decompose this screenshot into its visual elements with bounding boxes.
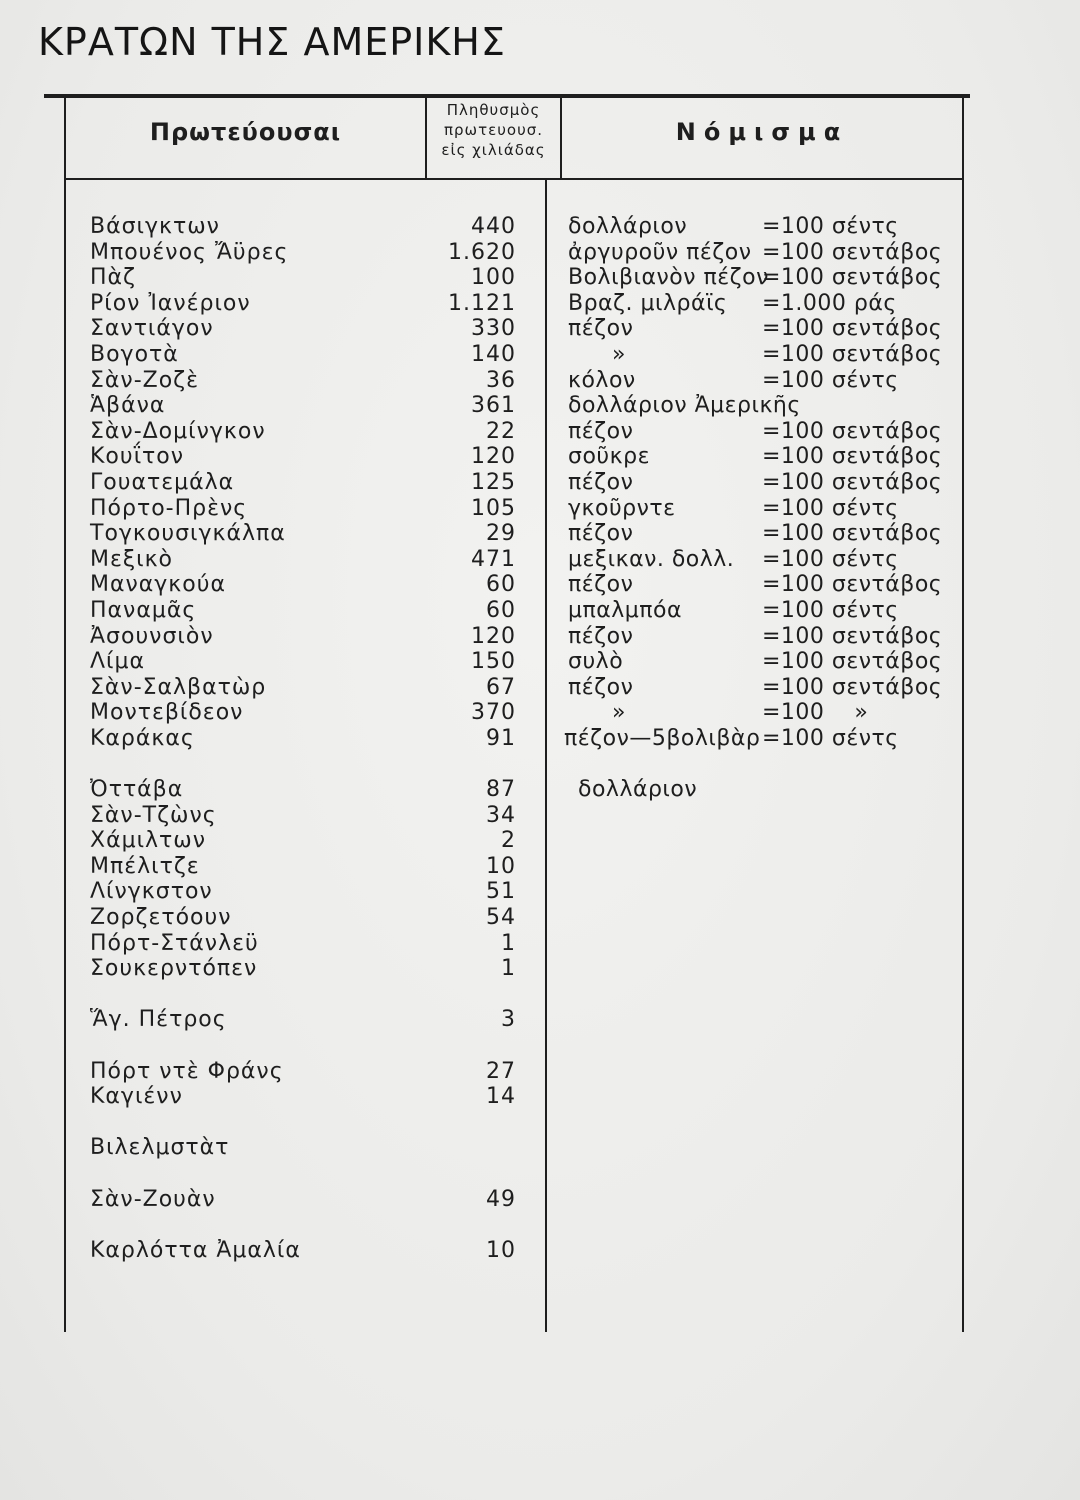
table-row — [0, 265, 1080, 291]
capital-cell: Μεξικὸ — [90, 546, 174, 572]
population-cell: 27 — [486, 1058, 516, 1084]
table-row — [0, 1059, 1080, 1085]
table-row — [0, 496, 1080, 522]
capital-cell: Μαναγκούα — [90, 572, 226, 598]
table-row — [0, 1084, 1080, 1110]
population-cell: 361 — [471, 393, 516, 419]
table-row — [0, 700, 1080, 726]
population-cell: 34 — [486, 802, 516, 828]
capital-cell: Γουατεμάλα — [90, 469, 235, 495]
table-row — [0, 444, 1080, 470]
capital-cell: Πόρτ ντὲ Φράνς — [90, 1058, 284, 1084]
table-row — [0, 291, 1080, 317]
currency-cell: μεξικαν. δολλ. — [568, 546, 735, 572]
currency-cell: πέζον—5βολιβὰρ — [564, 725, 761, 751]
population-cell: 140 — [471, 341, 516, 367]
table-row — [0, 470, 1080, 496]
population-cell: 120 — [471, 444, 516, 470]
table-row — [0, 1238, 1080, 1264]
page-title: ΚΡΑΤΩΝ ΤΗΣ ΑΜΕΡΙΚΗΣ — [38, 20, 506, 64]
currency-value-cell: =100 σεντάβος — [762, 521, 943, 547]
population-cell: 1 — [501, 930, 516, 956]
currency-cell: πέζον — [568, 469, 634, 495]
population-cell: 150 — [471, 649, 516, 675]
population-cell: 29 — [486, 521, 516, 547]
table-row — [0, 726, 1080, 752]
table-row — [0, 624, 1080, 650]
table-row — [0, 521, 1080, 547]
row-gap — [0, 751, 1080, 777]
capital-cell: Σὰν-Τζὼνς — [90, 802, 217, 828]
table-row — [0, 803, 1080, 829]
capital-cell: Ὀττάβα — [90, 777, 184, 803]
population-cell: 1.121 — [448, 290, 516, 316]
capital-cell: Τογκουσιγκάλπα — [90, 521, 286, 547]
table-row — [0, 240, 1080, 266]
population-cell: 3 — [501, 1007, 516, 1033]
currency-value-cell: =100 σεντάβος — [762, 239, 943, 265]
table-row — [0, 854, 1080, 880]
table-top-rule — [44, 94, 970, 98]
table-row — [0, 316, 1080, 342]
table-row — [0, 1187, 1080, 1213]
currency-cell: πέζον — [568, 674, 634, 700]
capital-cell: Σὰν-Δομίνγκον — [90, 418, 266, 444]
table-row — [0, 342, 1080, 368]
table-row — [0, 1007, 1080, 1033]
population-cell: 91 — [486, 725, 516, 751]
currency-cell: Βολιβιανὸν πέζον — [568, 265, 769, 291]
header-population-line: πρωτευουσ. — [443, 121, 544, 139]
row-gap — [0, 1161, 1080, 1187]
population-cell: 54 — [486, 905, 516, 931]
capital-cell: Σὰν-Σαλβατὼρ — [90, 674, 267, 700]
currency-cell: δολλάριον — [578, 777, 698, 803]
currency-cell: μπαλμπόα — [568, 597, 682, 623]
table-row — [0, 419, 1080, 445]
population-cell: 1.620 — [448, 239, 516, 265]
row-gap — [0, 1110, 1080, 1136]
table-row — [0, 879, 1080, 905]
capital-cell: Ἀσουνσιὸν — [90, 623, 214, 649]
capital-cell: Πόρτο-Πρὲνς — [90, 495, 248, 521]
capital-cell: Χάμιλτων — [90, 828, 206, 854]
table-row — [0, 777, 1080, 803]
capital-cell: Βογοτὰ — [90, 341, 179, 367]
capital-cell: Ρίον Ἰανέριον — [90, 290, 251, 316]
capital-cell: Καγιένν — [90, 1084, 183, 1110]
currency-value-cell: =100 σεντάβος — [762, 265, 943, 291]
population-cell: 36 — [486, 367, 516, 393]
table-row — [0, 598, 1080, 624]
table-row — [0, 828, 1080, 854]
currency-cell: σοῦκρε — [568, 444, 650, 470]
capital-cell: Βιλελμστὰτ — [90, 1135, 230, 1161]
currency-value-cell: =100 σεντάβος — [762, 316, 943, 342]
header-capitals: Πρωτεύουσαι — [149, 118, 342, 146]
capital-cell: Κουΐτον — [90, 444, 185, 470]
population-cell: 120 — [471, 623, 516, 649]
currency-value-cell: =100 σεντάβος — [762, 418, 943, 444]
capital-cell: Σαντιάγον — [90, 316, 214, 342]
population-cell: 105 — [471, 495, 516, 521]
currency-value-cell: =100 » — [762, 700, 869, 726]
row-gap — [0, 982, 1080, 1008]
row-gap — [0, 1033, 1080, 1059]
population-cell: 330 — [471, 316, 516, 342]
currency-value-cell: =100 σεντάβος — [762, 444, 943, 470]
capital-cell: Παναμᾶς — [90, 597, 197, 623]
currency-value-cell: =100 σέντς — [762, 214, 899, 239]
currency-cell: δολλάριον — [568, 214, 688, 239]
population-cell: 440 — [471, 214, 516, 239]
population-cell: 370 — [471, 700, 516, 726]
population-cell: 2 — [501, 828, 516, 854]
header-population-line: Πληθυσμὸς — [446, 101, 541, 119]
currency-value-cell: =100 σέντς — [762, 725, 899, 751]
currency-cell: πέζον — [568, 521, 634, 547]
currency-value-cell: =100 σέντς — [762, 597, 899, 623]
currency-cell: » — [612, 341, 626, 367]
capital-cell: Βάσιγκτων — [90, 214, 220, 239]
capital-cell: Σὰν-Ζουὰν — [90, 1186, 216, 1212]
currency-value-cell: =1.000 ράς — [762, 290, 897, 316]
capital-cell: Καρλόττα Ἀμαλία — [90, 1237, 301, 1263]
population-cell: 10 — [486, 1237, 516, 1263]
currency-value-cell: =100 σέντς — [762, 546, 899, 572]
currency-value-cell: =100 σέντς — [762, 367, 899, 393]
capital-cell: Σὰν-Ζοζὲ — [90, 367, 200, 393]
capital-cell: Μπουένος Ἄϋρες — [90, 239, 289, 265]
currency-cell: ἀργυροῦν πέζον — [568, 239, 752, 265]
currency-cell: πέζον — [568, 623, 634, 649]
currency-value-cell: =100 σεντάβος — [762, 623, 943, 649]
table-header-rule — [66, 178, 962, 180]
population-cell: 49 — [486, 1186, 516, 1212]
currency-value-cell: =100 σεντάβος — [762, 649, 943, 675]
capital-cell: Καράκας — [90, 725, 195, 751]
currency-cell: πέζον — [568, 316, 634, 342]
currency-value-cell: =100 σεντάβος — [762, 341, 943, 367]
table-row — [0, 393, 1080, 419]
population-cell: 51 — [486, 879, 516, 905]
population-cell: 87 — [486, 777, 516, 803]
population-cell: 60 — [486, 572, 516, 598]
capital-cell: Πόρτ-Στάνλεϋ — [90, 930, 259, 956]
capital-cell: Πὰζ — [90, 265, 137, 291]
capital-cell: Σουκερντόπεν — [90, 956, 258, 982]
population-cell: 125 — [471, 469, 516, 495]
currency-value-cell: =100 σεντάβος — [762, 572, 943, 598]
row-gap — [0, 1212, 1080, 1238]
currency-value-cell: =100 σεντάβος — [762, 674, 943, 700]
currency-cell: πέζον — [568, 418, 634, 444]
capital-cell: Λίνγκστον — [90, 879, 213, 905]
population-cell: 10 — [486, 853, 516, 879]
capital-cell: Λίμα — [90, 649, 145, 675]
header-population-line: εἰς χιλιάδας — [441, 141, 546, 159]
table-row — [0, 956, 1080, 982]
capital-cell: Ἅγ. Πέτρος — [90, 1007, 227, 1033]
table-body — [0, 214, 1080, 1263]
capital-cell: Ἁβάνα — [90, 393, 166, 419]
table-row — [0, 1135, 1080, 1161]
population-cell: 67 — [486, 674, 516, 700]
header-currency: Νόμισμα — [675, 118, 849, 146]
table-row — [0, 547, 1080, 573]
population-cell: 60 — [486, 597, 516, 623]
population-cell: 100 — [471, 265, 516, 291]
population-cell: 471 — [471, 546, 516, 572]
capital-cell: Ζορζετόουν — [90, 905, 232, 931]
currency-cell: πέζον — [568, 572, 634, 598]
currency-cell: γκοῦρντε — [568, 495, 676, 521]
population-cell: 1 — [501, 956, 516, 982]
currency-cell: » — [612, 700, 626, 726]
currency-cell: συλὸ — [568, 649, 624, 675]
currency-value-cell: =100 σεντάβος — [762, 469, 943, 495]
table-row — [0, 368, 1080, 394]
capital-cell: Μοντεβίδεον — [90, 700, 244, 726]
table-row — [0, 931, 1080, 957]
currency-cell: κόλον — [568, 367, 636, 393]
table-row — [0, 905, 1080, 931]
table-row — [0, 675, 1080, 701]
table-row — [0, 572, 1080, 598]
currency-value-cell: =100 σέντς — [762, 495, 899, 521]
table-row — [0, 214, 1080, 240]
population-cell: 22 — [486, 418, 516, 444]
population-cell: 14 — [486, 1084, 516, 1110]
table-row — [0, 649, 1080, 675]
capital-cell: Μπέλιτζε — [90, 853, 200, 879]
currency-cell: Βραζ. μιλράϊς — [568, 290, 728, 316]
header-population — [427, 100, 560, 160]
currency-cell: δολλάριον Ἀμερικῆς — [568, 393, 801, 419]
